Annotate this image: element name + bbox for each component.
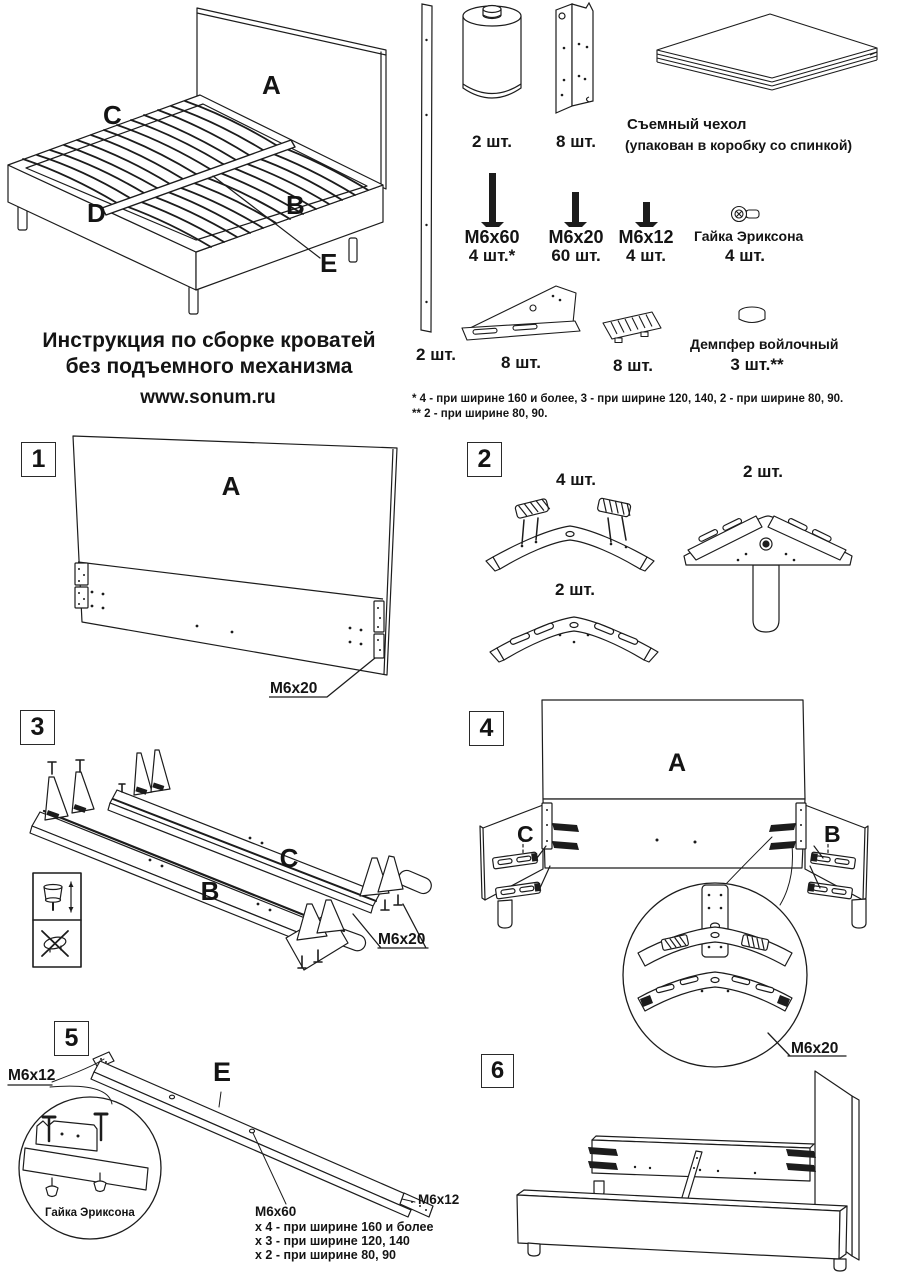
- corner-bracket-qty: 8 шт.: [556, 132, 596, 151]
- damper-name: Демпфер войлочный: [690, 336, 839, 352]
- bolt-m6x60-name: M6x60: [464, 227, 520, 247]
- step1-label-a: A: [221, 471, 241, 501]
- step2-qty-right: 2 шт.: [743, 462, 783, 481]
- holder-qty: 8 шт.: [613, 356, 653, 375]
- damper-qty: 3 шт.**: [730, 355, 784, 374]
- step5-bolt-title: M6x60: [255, 1204, 297, 1219]
- step-1-number: 1: [21, 442, 56, 477]
- step4-label-c: C: [517, 821, 534, 847]
- step4-callout-m6x20: M6x20: [791, 1040, 839, 1057]
- website: www.sonum.ru: [140, 387, 276, 408]
- step4-label-a: A: [667, 749, 687, 777]
- bolt-m6x60-qty: 4 шт.*: [468, 246, 516, 265]
- step-6-number: 6: [481, 1054, 514, 1088]
- gusset-qty: 8 шт.: [501, 353, 541, 372]
- step-5-number: 5: [54, 1021, 89, 1056]
- nut-qty: 4 шт.: [725, 246, 765, 265]
- screws-row-drawing: [455, 165, 795, 230]
- bolt-m6x12-name: M6x12: [618, 227, 674, 247]
- step2-qty-bottom: 2 шт.: [555, 580, 595, 599]
- step3-callout-m6x20: M6x20: [378, 931, 426, 948]
- title-line2: без подъемного механизма: [65, 355, 353, 378]
- step-4-number: 4: [469, 711, 504, 746]
- overview-label-e: E: [320, 248, 338, 278]
- leg-qty: 2 шт.: [472, 132, 512, 151]
- overview-label-b: B: [286, 190, 305, 220]
- step5-bolt-opt1: x 4 - при ширине 160 и более: [255, 1220, 434, 1234]
- bolt-m6x20-qty: 60 шт.: [551, 246, 601, 265]
- corner-bracket-part-drawing: [548, 0, 604, 120]
- step-6-drawing: [470, 1040, 900, 1280]
- overview-label-a: A: [262, 70, 281, 100]
- step1-callout-m6x20: M6x20: [270, 680, 318, 697]
- leg-part-drawing: [460, 0, 526, 115]
- step-3-drawing: [0, 700, 460, 1010]
- step5-callout-m6x12-left: M6x12: [8, 1067, 56, 1084]
- step-2-number: 2: [467, 442, 502, 477]
- step-2-drawing: [460, 430, 900, 700]
- step3-label-c: C: [279, 843, 299, 873]
- slat-qty: 2 шт.: [416, 345, 456, 364]
- step2-qty-top: 4 шт.: [556, 470, 596, 489]
- cover-note: (упакован в коробку со спинкой): [625, 137, 853, 153]
- overview-label-c: C: [103, 100, 122, 130]
- step5-bolt-opt2: x 3 - при ширине 120, 140: [255, 1234, 410, 1248]
- step3-label-b: B: [200, 876, 220, 906]
- step5-callout-m6x12-right: M6x12: [418, 1192, 460, 1207]
- bolt-m6x12-qty: 4 шт.: [626, 246, 666, 265]
- footnote-line1: * 4 - при ширине 160 и более, 3 - при ширине 120, 140, 2 - при ширине 80, 90.: [412, 393, 844, 405]
- step5-label-e: E: [212, 1057, 232, 1087]
- bolt-m6x20-name: M6x20: [548, 227, 604, 247]
- step-3-number: 3: [20, 710, 55, 745]
- nut-name: Гайка Эриксона: [694, 228, 804, 244]
- step4-label-b: B: [824, 821, 841, 847]
- cover-name: Съемный чехол: [627, 116, 747, 133]
- step5-callout-nut: Гайка Эриксона: [45, 1207, 135, 1219]
- footnote-line2: ** 2 - при ширине 80, 90.: [412, 408, 548, 420]
- cover-part-drawing: [645, 5, 885, 117]
- step5-bolt-opt3: x 2 - при ширине 80, 90: [255, 1248, 396, 1262]
- title-line1: Инструкция по сборке кроватей: [42, 329, 376, 352]
- bed-overview-drawing: [0, 0, 410, 335]
- overview-label-d: D: [87, 198, 106, 228]
